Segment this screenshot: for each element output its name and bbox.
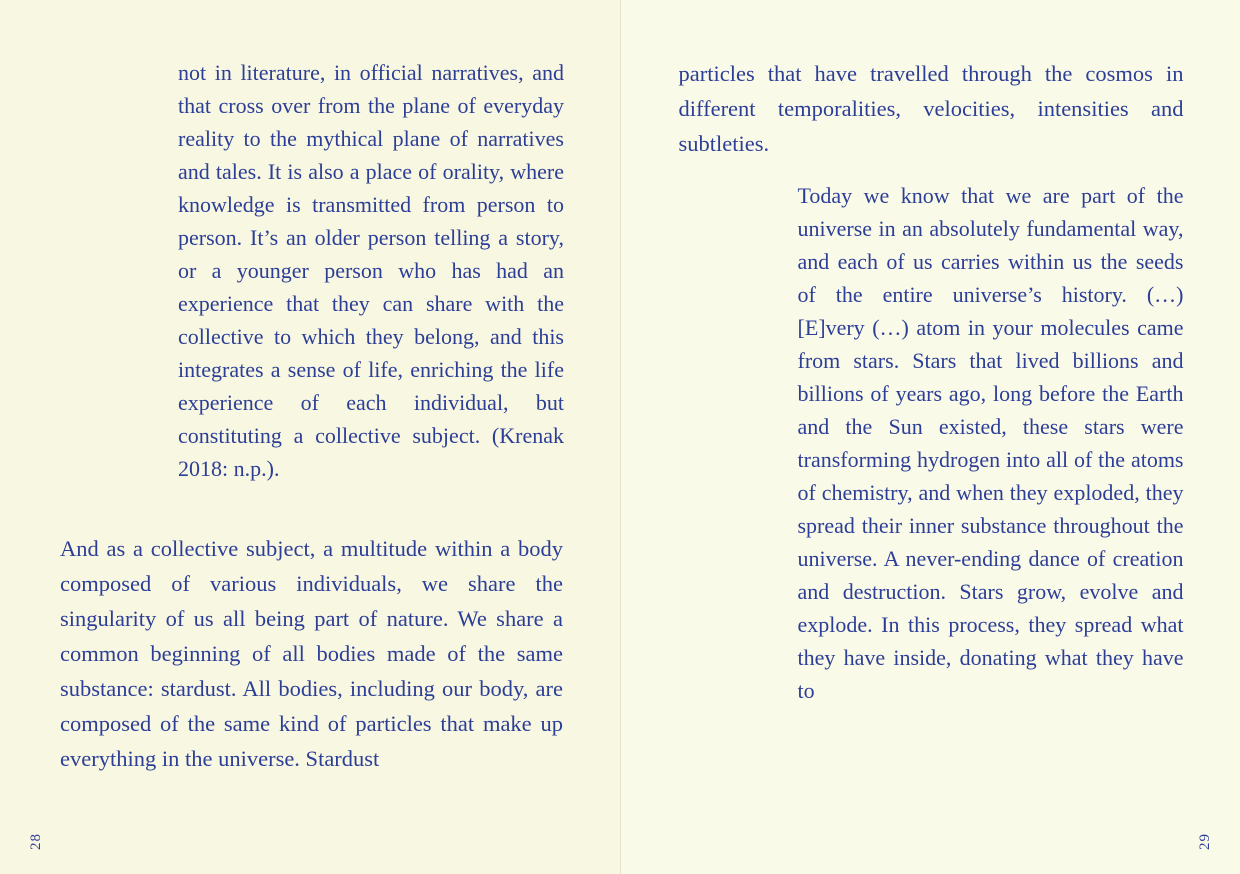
right-page-paragraph: particles that have travelled through the cosmos in different temporalities, velocities, intensities and subtleties. <box>678 61 1184 156</box>
page-number-left: 28 <box>28 833 44 850</box>
right-page-block-quote: Today we know that we are part of the universe in an absolutely fundamental way, and each of us carries within us the seeds of the entire universe’s history. (…) [E]very (…) atom in your molecules came from stars. Stars that lived billions and billions of years ago, long before the Earth and the Sun existed, these stars were transforming hydrogen into all of the atoms of chemistry, and when they exploded, they spread their inner substance throughout the universe. A never-ending dance of creation and destruction. Stars grow, evolve and explode. In this process, they spread what they have inside, donating what they have to <box>797 183 1184 703</box>
left-page-block-quote: not in literature, in official narratives, and that cross over from the plane of everyday reality to the mythical plane of narratives and tales. It is also a place of orality, where knowledge is transmitted from person to person. It’s an older person telling a story, or a younger person who has had an experience that they can share with the collective to which they belong, and this integrates a sense of life, enriching the life experience of each individual, but constituting a collective subject. (Krenak 2018: n.p.). <box>178 60 564 481</box>
page-number-right: 29 <box>1197 833 1213 850</box>
left-page-paragraph: And as a collective subject, a multitude within a body composed of various individuals, we share the singularity of us all being part of nature. We share a common beginning of all bodies made of the same substance: stardust. All bodies, including our body, are composed of the same kind of particles that make up everything in the universe. Stardust <box>60 536 563 771</box>
right-page <box>620 0 1240 874</box>
